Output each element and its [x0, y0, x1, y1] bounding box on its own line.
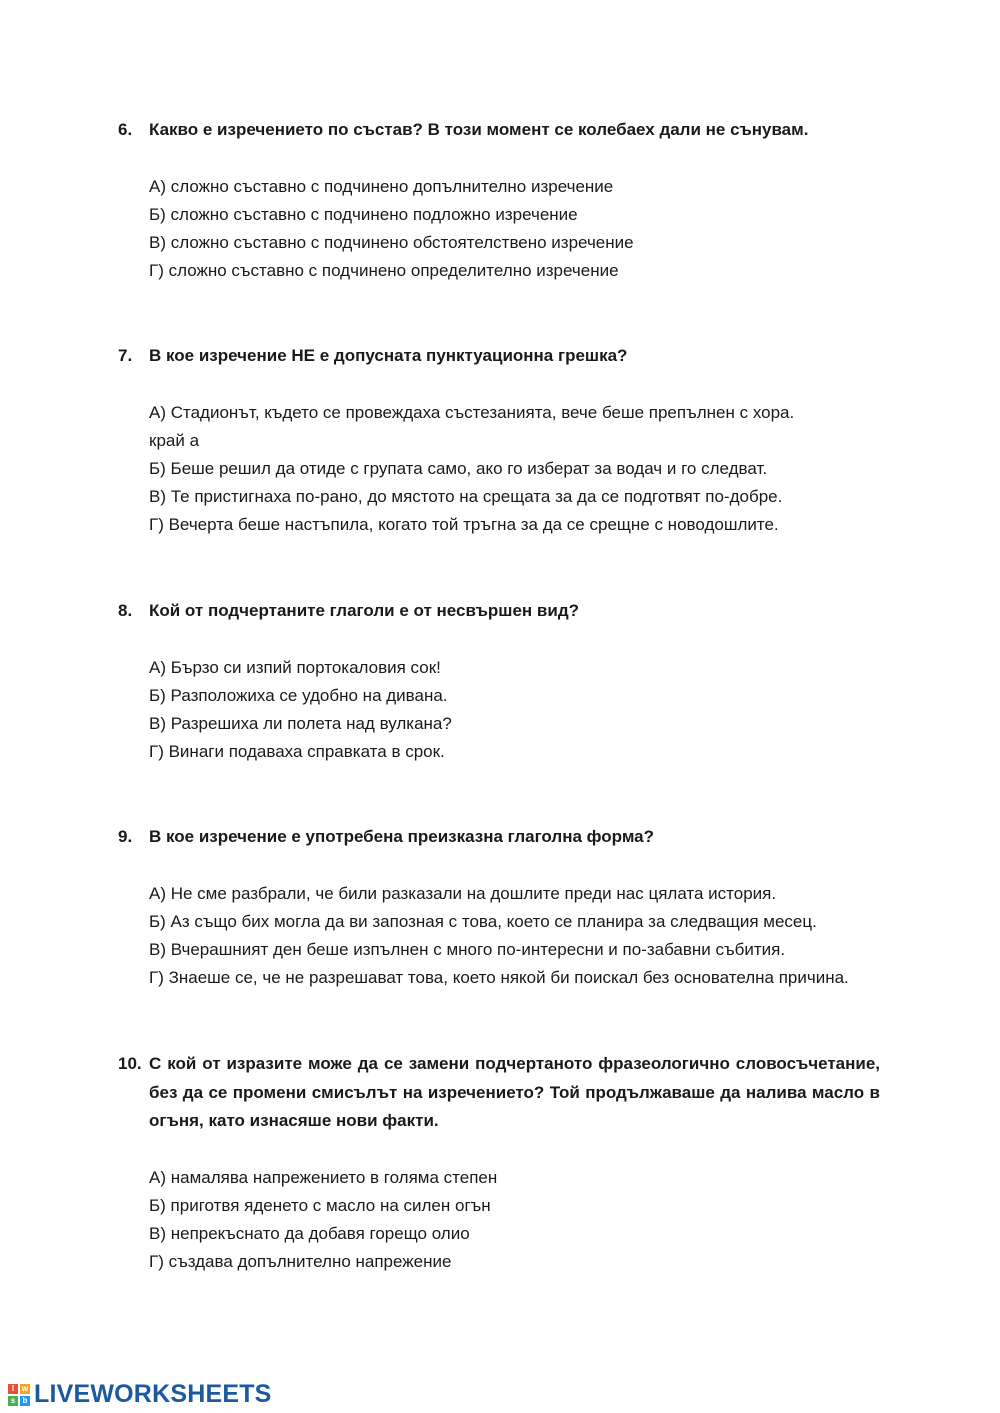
question-number: 6. — [118, 120, 133, 139]
answer-option-a[interactable]: А) Бързо си изпий портокаловия сок! — [149, 657, 441, 677]
question-number: 7. — [118, 346, 133, 365]
logo-block: w — [21, 1383, 29, 1393]
question-number: 8. — [118, 601, 133, 620]
question-8 — [118, 597, 880, 766]
answer-option-v[interactable]: В) непрекъснато да добавя горещо олио — [149, 1223, 470, 1243]
answer-option-a[interactable]: А) намалява напрежението в голяма степен — [149, 1167, 498, 1187]
answer-options — [118, 173, 880, 286]
question-text: Какво е изречението по състав? В този момент се колебаех дали не сънувам. — [149, 120, 809, 139]
question-number: 9. — [118, 827, 133, 846]
answer-option-g[interactable]: Г) създава допълнително напрежение — [149, 1252, 452, 1272]
logo-blocks-icon — [8, 1384, 30, 1406]
question-6 — [118, 116, 880, 285]
answer-option-g[interactable]: Г) Вечерта беше настъпила, когато той тръгна за да се срещне с новодошлите. — [149, 515, 779, 535]
answer-option-g[interactable]: Г) сложно съставно с подчинено определително изречение — [149, 261, 619, 281]
answer-option-g[interactable]: Г) Винаги подаваха справката в срок. — [149, 742, 445, 762]
question-9 — [118, 823, 880, 992]
question-title — [118, 597, 880, 626]
question-text: В кое изречение НЕ е допусната пунктуационна грешка? — [149, 346, 628, 365]
question-text: С кой от изразите може да се замени подчертаното фразеологично словосъчетание, без да се промени смисълът на изречението? Той продължаваше да налива масло в огъня, като изнасяше нови факти. — [149, 1054, 880, 1130]
question-title — [118, 1050, 880, 1136]
question-number: 10. — [118, 1054, 142, 1073]
answer-option-g[interactable]: Г) Знаеше се, че не разрешават това, което някой би поискал без основателна причина. — [149, 968, 849, 988]
answer-option-v[interactable]: В) Вчерашният ден беше изпълнен с много по-интересни и по-забавни събития. — [149, 939, 786, 959]
question-text: Кой от подчертаните глаголи е от несвършен вид? — [149, 601, 579, 620]
answer-option-b[interactable]: Б) Аз също бих могла да ви запозная с това, което се планира за следващия месец. — [149, 911, 817, 931]
answer-option-a[interactable]: А) Не сме разбрали, че били разказали на дошлите преди нас цялата история. — [149, 883, 777, 903]
answer-option-v[interactable]: В) Разрешиха ли полета над вулкана? — [149, 713, 452, 733]
answer-option-a[interactable]: А) сложно съставно с подчинено допълнително изречение — [149, 176, 614, 196]
logo-block: b — [20, 1396, 30, 1406]
question-7 — [118, 342, 880, 540]
question-title — [118, 116, 880, 145]
logo-block: l — [8, 1384, 18, 1394]
answer-option-v[interactable]: В) Те пристигнаха по-рано, до мястото на срещата за да се подготвят по-добре. — [149, 487, 783, 507]
answer-options — [118, 399, 880, 540]
question-10 — [118, 1050, 880, 1276]
answer-option-b[interactable]: Б) Разположиха се удобно на дивана. — [149, 685, 448, 705]
question-title — [118, 342, 880, 371]
answer-option-b[interactable]: Б) сложно съставно с подчинено подложно изречение — [149, 204, 578, 224]
answer-option-b[interactable]: Б) приготвя яденето с масло на силен огън — [149, 1195, 491, 1215]
answer-options — [118, 1164, 880, 1277]
answer-options — [118, 654, 880, 767]
question-title — [118, 823, 880, 852]
answer-option-v[interactable]: В) сложно съставно с подчинено обстоятелствено изречение — [149, 232, 634, 252]
answer-option-a[interactable]: А) Стадионът, където се провеждаха състезанията, вече беше препълнен с хора. — [149, 402, 795, 422]
question-text: В кое изречение е употребена преизказна глаголна форма? — [149, 827, 655, 846]
logo-block: s — [8, 1396, 18, 1406]
answer-option-a-continuation: край а — [149, 430, 200, 450]
answer-option-b[interactable]: Б) Беше решил да отиде с групата само, ако го изберат за водач и го следват. — [149, 458, 768, 478]
logo-text: LIVEWORKSHEETS — [34, 1380, 272, 1408]
liveworksheets-logo — [8, 1380, 272, 1409]
answer-options — [118, 880, 880, 993]
